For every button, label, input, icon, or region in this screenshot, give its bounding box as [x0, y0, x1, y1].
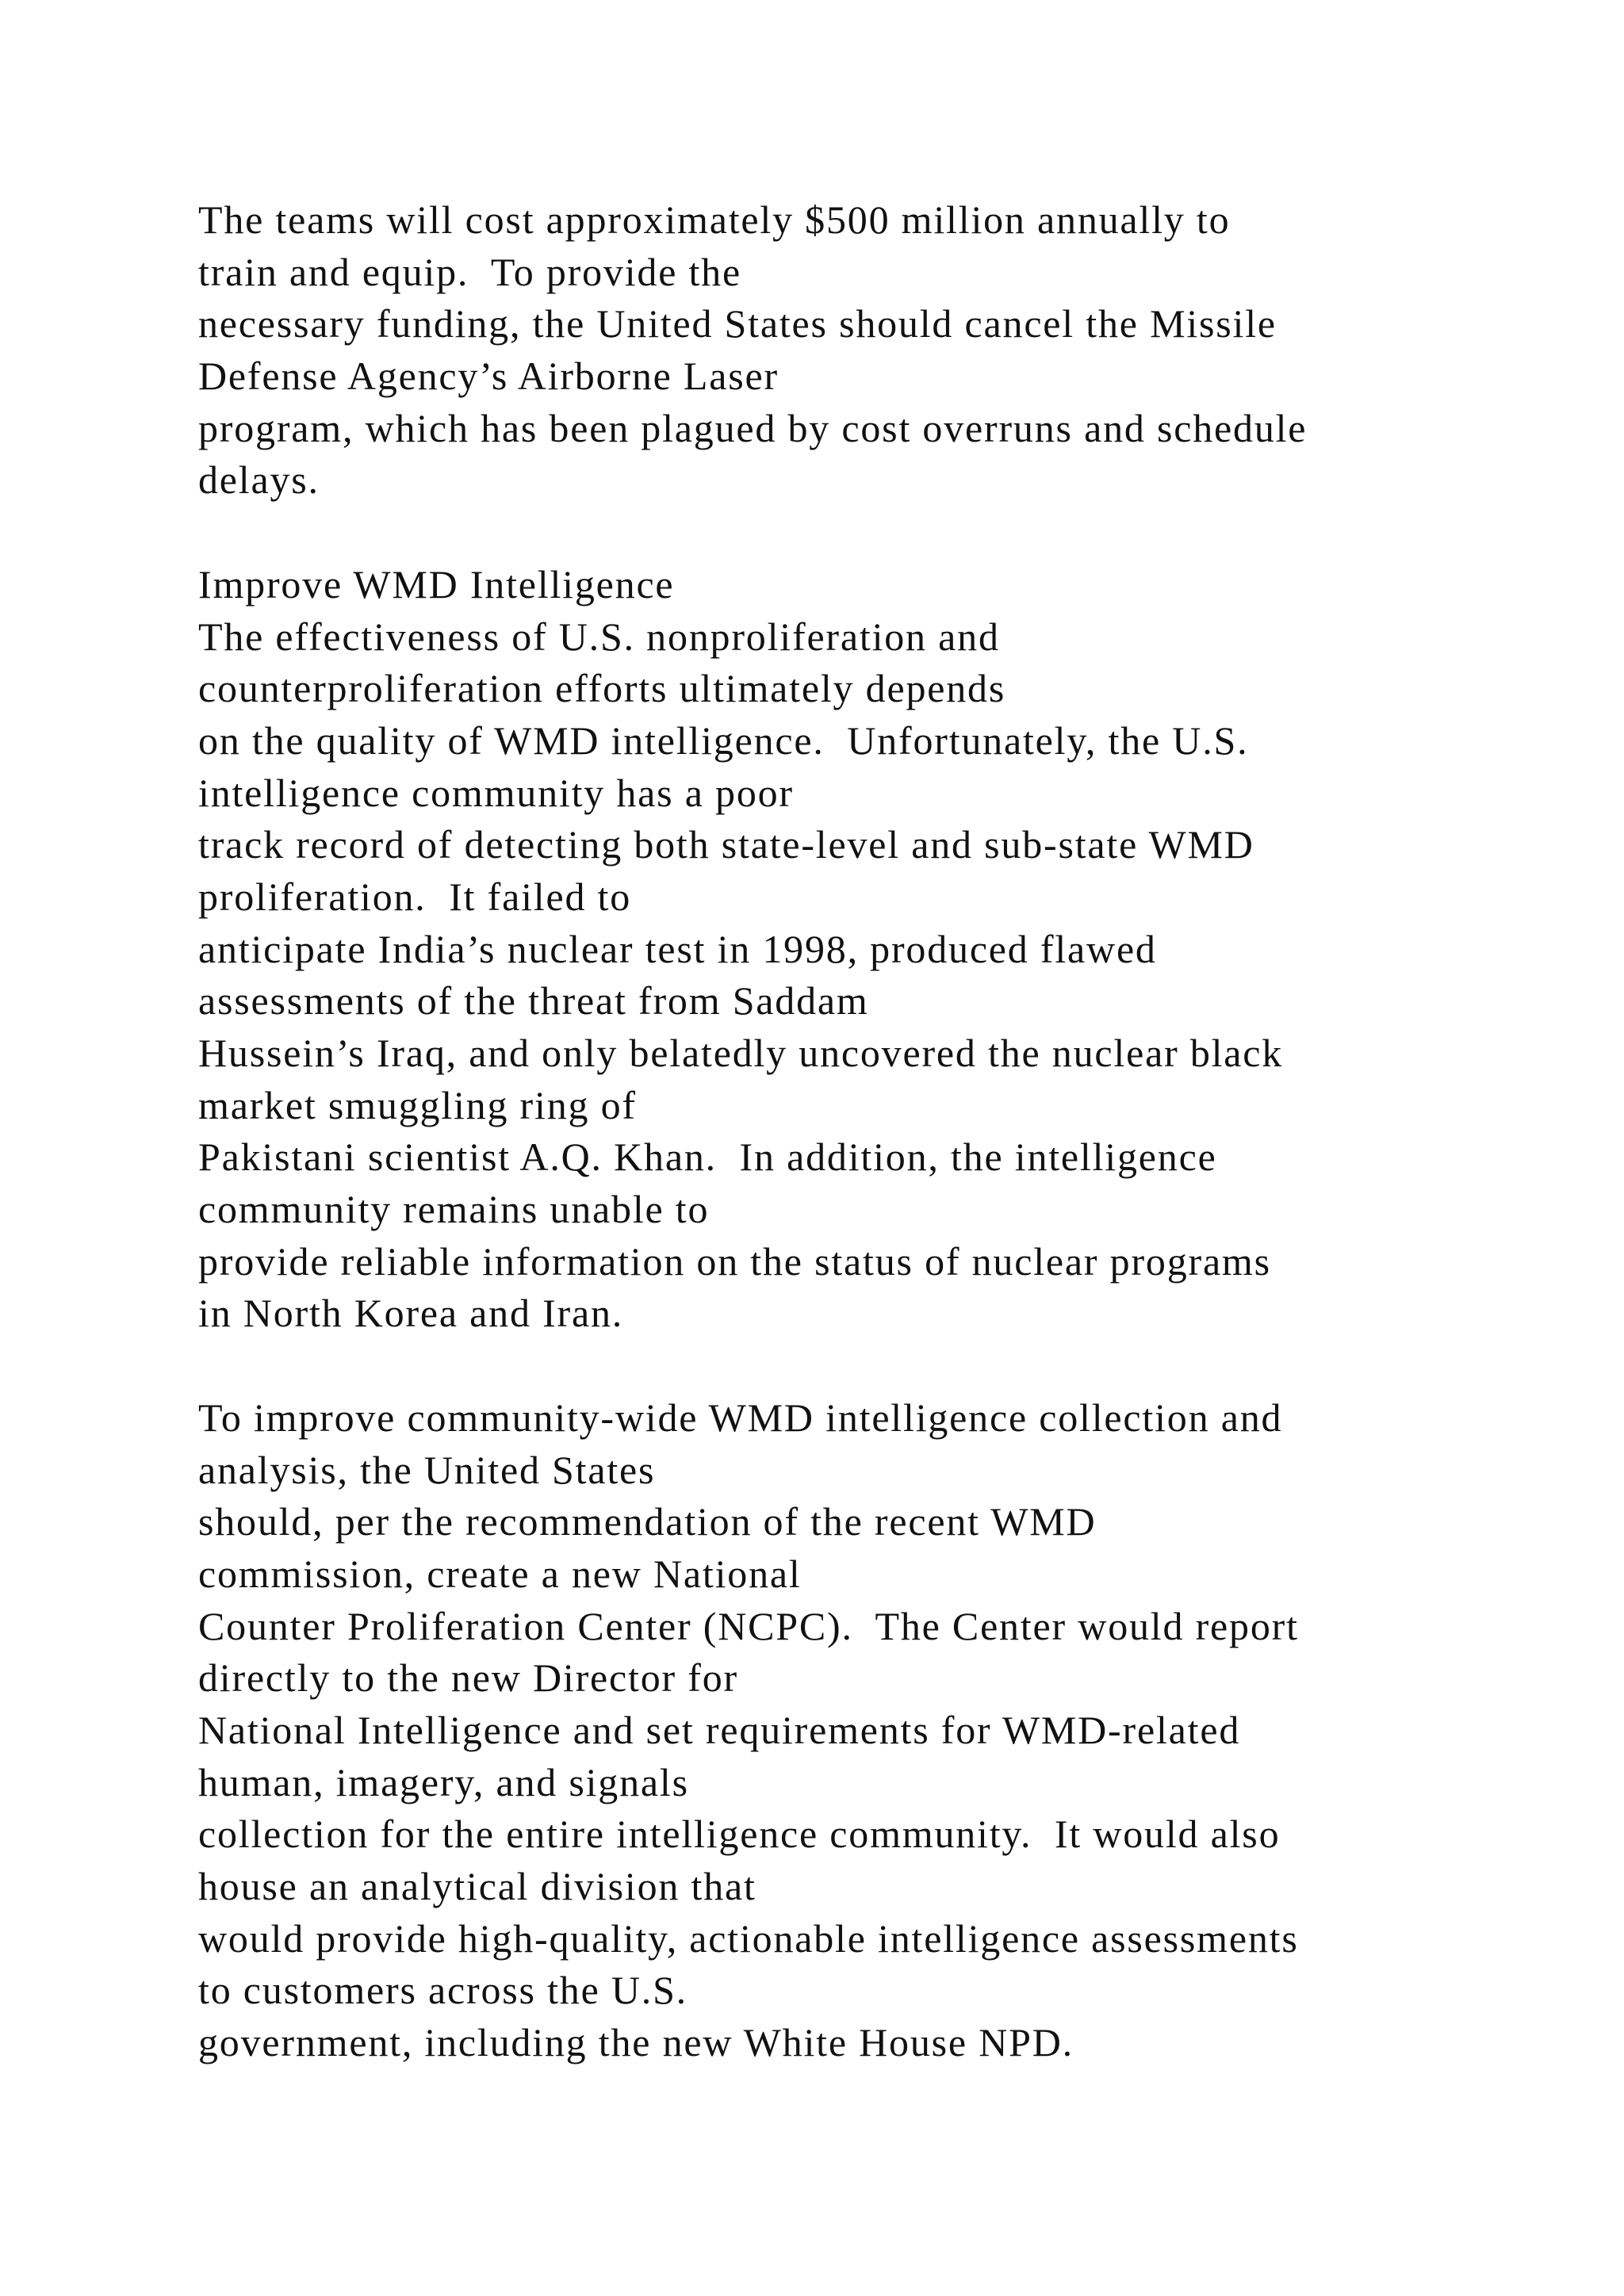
text-line: house an analytical division that: [198, 1864, 756, 1908]
text-line: Hussein’s Iraq, and only belatedly uncovered the nuclear black: [198, 1031, 1284, 1075]
text-line: in North Korea and Iran.: [198, 1291, 624, 1336]
text-line: analysis, the United States: [198, 1447, 656, 1492]
text-line: to customers across the U.S.: [198, 1968, 688, 2013]
text-line: human, imagery, and signals: [198, 1759, 689, 1804]
paragraph-spacer: [198, 507, 1610, 559]
text-line: anticipate India’s nuclear test in 1998, produced flawed: [198, 926, 1157, 971]
text-line: Pakistani scientist A.Q. Khan. In addition, the intelligence: [198, 1135, 1217, 1180]
text-line: track record of detecting both state-level and sub-state WMD: [198, 822, 1254, 867]
text-line: commission, create a new National: [198, 1551, 802, 1596]
text-line: necessary funding, the United States should cancel the Missile: [198, 301, 1277, 346]
text-line: The effectiveness of U.S. nonproliferation and: [198, 614, 1000, 659]
text-line: assessments of the threat from Saddam: [198, 978, 869, 1024]
text-line: directly to the new Director for: [198, 1655, 738, 1701]
text-line: collection for the entire intelligence community. It would also: [198, 1812, 1281, 1857]
text-line: To improve community-wide WMD intelligence collection and: [198, 1395, 1283, 1440]
paragraph-intelligence-record: [198, 611, 1610, 1341]
text-line: delays.: [198, 457, 320, 503]
text-line: program, which has been plagued by cost overruns and schedule: [198, 405, 1308, 450]
section-heading: Improve WMD Intelligence: [198, 561, 675, 607]
text-line: would provide high-quality, actionable intelligence assessments: [198, 1915, 1299, 1961]
text-line: train and equip. To provide the: [198, 249, 741, 294]
text-line: Defense Agency’s Airborne Laser: [198, 354, 779, 399]
paragraph-spacer: [198, 1340, 1610, 1392]
text-line: on the quality of WMD intelligence. Unfortunately, the U.S.: [198, 718, 1249, 763]
text-line: National Intelligence and set requirements for WMD-related: [198, 1707, 1241, 1752]
text-line: market smuggling ring of: [198, 1082, 637, 1127]
text-line: Counter Proliferation Center (NCPC). The Center would report: [198, 1603, 1299, 1648]
text-line: The teams will cost approximately $500 million annually to: [198, 197, 1231, 242]
paragraph-funding: [198, 194, 1610, 507]
text-line: provide reliable information on the status of nuclear programs: [198, 1238, 1271, 1284]
document-page: [198, 194, 1610, 2069]
text-line: government, including the new White House NPD.: [198, 2020, 1074, 2065]
text-line: intelligence community has a poor: [198, 770, 794, 815]
text-line: proliferation. It failed to: [198, 874, 632, 919]
text-line: should, per the recommendation of the recent WMD: [198, 1499, 1097, 1544]
text-line: community remains unable to: [198, 1187, 710, 1232]
text-line: counterproliferation efforts ultimately depends: [198, 666, 1006, 711]
paragraph-ncpc-recommendation: [198, 1392, 1610, 2069]
